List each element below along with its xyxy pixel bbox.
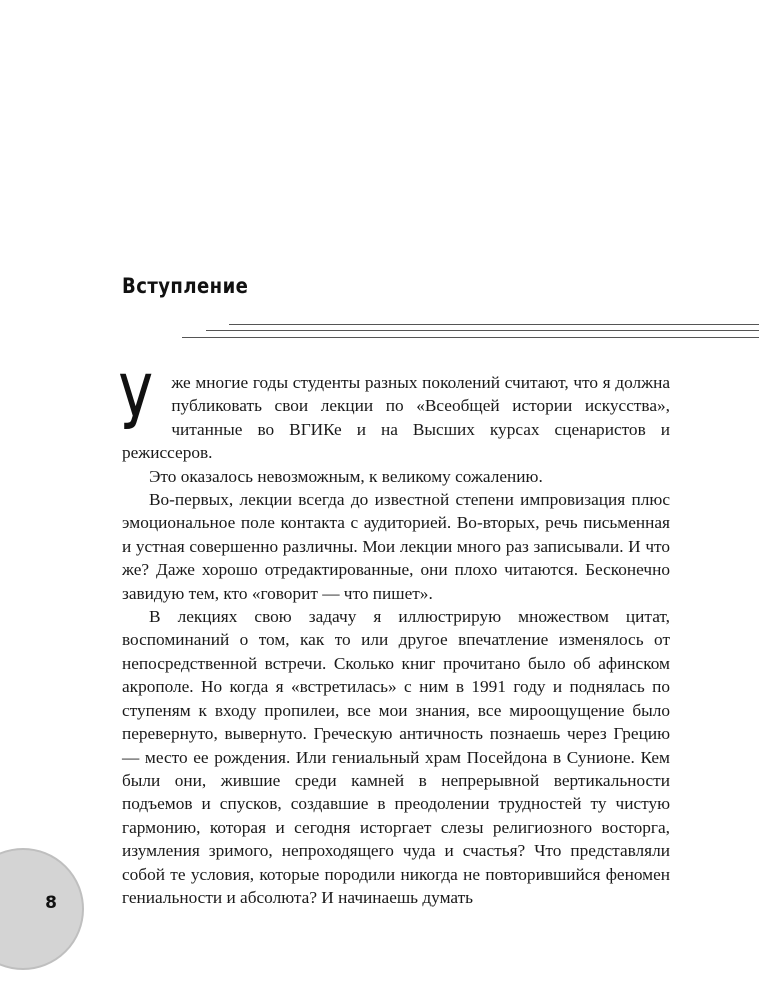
title-rule-top <box>229 324 759 325</box>
body-text <box>119 358 670 909</box>
title-rule-bottom <box>182 337 759 338</box>
dropcap: У <box>119 358 153 447</box>
chapter-title: Вступление <box>122 274 249 298</box>
paragraph-4: В лекциях свою задачу я иллюстрирую множеством цитат, воспоминаний о том, как то или другое впечатление изменялось от непосредственной встречи. Сколько книг прочитано было об афинском акрополе. Но когда я «встретилась» с ним в 1991 году и поднялась по ступеням к входу пропилеи, все мои знания, все мироощущение было перевернуто, вывернуто. Греческую античность познаешь через Грецию — место ее рождения. Или гениальный храм Посейдона в Сунионе. Кем были они, жившие среди камней в непрерывной вертикальности подъемов и спусков, создавшие в преодолении трудностей ту чистую гармонию, которая и сегодня исторгает слезы религиозного восторга, изумления зримого, непроходящего чуда и счастья? Что представляли собой те условия, которые породили никогда не повторившийся феномен гениальности и абсолюта? И начинаешь думать <box>122 607 670 907</box>
paragraph-1 <box>119 358 670 465</box>
paragraph-1-text: же многие годы студенты разных поколений считают, что я должна публиковать свои лекции по «Всеобщей истории искусства», читанные во ВГИКе и на Высших курсах сценаристов и режиссеров. <box>122 373 670 463</box>
title-rule-middle <box>206 330 759 331</box>
paragraph-3: Во-первых, лекции всегда до известной степени импровизация плюс эмоциональное поле контакта с аудиторией. Во-вторых, речь письменная и устная совершенно различны. Мои лекции много раз записывали. И что же? Даже хорошо отредактированные, они плохо читаются. Бесконечно завидую тем, кто «говорит — что пишет». <box>122 490 670 603</box>
paragraph-2: Это оказалось невозможным, к великому сожалению. <box>149 466 543 486</box>
page-number: 8 <box>45 893 57 913</box>
